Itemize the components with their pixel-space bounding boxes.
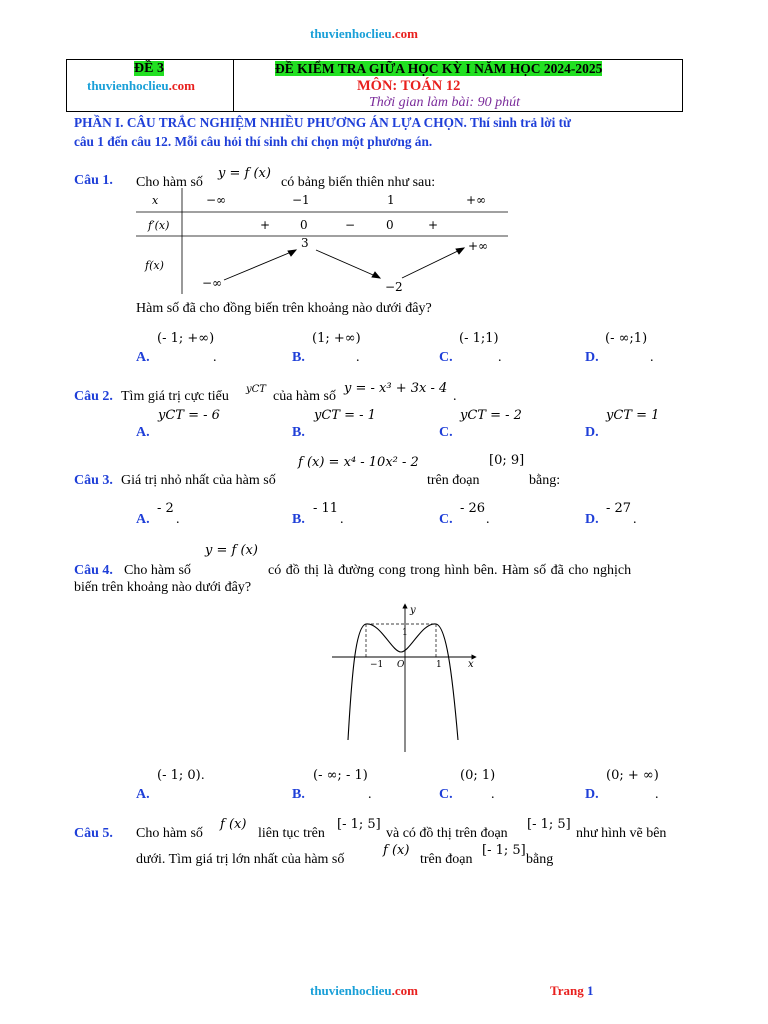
vt-f-value: 3	[301, 236, 309, 250]
q5-text-mid1: liên tục trên	[258, 826, 325, 841]
q1-option-d-end: .	[650, 350, 654, 365]
graph-origin: O	[397, 660, 405, 670]
variation-table	[136, 188, 510, 296]
q5-text-post: như hình vẽ bên	[576, 826, 667, 841]
q1-text-post: có bảng biến thiên như sau:	[281, 175, 436, 190]
q4-option-b-label: B.	[292, 787, 305, 802]
q1-option-c-value: (- 1;1)	[459, 331, 499, 346]
page-label: Trang	[550, 983, 584, 998]
footer-site-domain: .com	[391, 983, 418, 998]
q1-option-a-value: (- 1; +∞)	[157, 331, 215, 346]
q5-interval1: [- 1; 5]	[337, 817, 381, 832]
vt-fp-sign: 0	[300, 218, 308, 232]
q1-option-a-label: A.	[136, 350, 150, 365]
footer-site-name: thuvienhoclieu	[310, 983, 392, 998]
vt-x-value: +∞	[466, 193, 487, 207]
q1-question: Hàm số đã cho đồng biến trên khoảng nào dưới đây?	[136, 301, 432, 316]
q5-label: Câu 5.	[74, 826, 113, 841]
q1-label: Câu 1.	[74, 173, 113, 188]
q4-option-c-value: (0; 1)	[460, 768, 496, 783]
vt-f-label: f(x)	[145, 259, 164, 272]
vt-f-value: +∞	[468, 239, 489, 253]
site-domain: .com	[391, 26, 418, 41]
q2-option-d-value: yCT = 1	[606, 408, 660, 423]
q1-option-c-end: .	[498, 350, 502, 365]
vt-x-value: 1	[387, 193, 395, 207]
q1-text-pre: Cho hàm số	[136, 175, 203, 190]
q4-label: Câu 4.	[74, 563, 113, 578]
exam-code: ĐỀ 3	[134, 61, 164, 76]
q3-option-a-value: - 2	[157, 501, 174, 516]
q3-option-c-end: .	[486, 512, 490, 527]
vt-fp-sign: 0	[386, 218, 394, 232]
q2-option-c-label: C.	[439, 425, 453, 440]
q1-option-b-value: (1; +∞)	[312, 331, 361, 346]
graph-y-label: y	[410, 605, 416, 616]
q4-option-b-value: (- ∞; - 1)	[313, 768, 368, 783]
vt-x-value: −∞	[206, 193, 227, 207]
q3-option-a-label: A.	[136, 512, 150, 527]
exam-header-table	[66, 59, 683, 112]
graph-curve	[348, 624, 458, 740]
vt-fp-sign: +	[260, 218, 271, 232]
graph-tick-x1: 1	[436, 660, 442, 670]
q3-option-a-end: .	[176, 512, 180, 527]
q4-option-d-end: .	[655, 787, 659, 802]
q2-option-c-value: yCT = - 2	[460, 408, 522, 423]
q3-text-mid: trên đoạn	[427, 473, 480, 488]
q4-option-d-label: D.	[585, 787, 599, 802]
exam-time: Thời gian làm bài: 90 phút	[369, 95, 520, 110]
q5-line2-interval: [- 1; 5]	[482, 843, 526, 858]
q5-text-mid2: và có đồ thị trên đoạn	[386, 826, 508, 841]
q2-option-b-value: yCT = - 1	[314, 408, 376, 423]
part1-instructions: câu 1 đến câu 12. Mỗi câu hỏi thí sinh chỉ chọn một phương án.	[74, 134, 433, 149]
q2-option-d-label: D.	[585, 425, 599, 440]
q4-option-a-value: (- 1; 0)	[157, 768, 201, 783]
q1-option-b-label: B.	[292, 350, 305, 365]
graph-x-label: x	[468, 659, 474, 670]
part1-heading: PHẦN I. CÂU TRẮC NGHIỆM NHIỀU PHƯƠNG ÁN LỰA CHỌN. Thí sinh trả lời từ	[74, 115, 572, 130]
q1-option-c-label: C.	[439, 350, 453, 365]
site-name: thuvienhoclieu	[310, 26, 392, 41]
exam-subject: MÔN: TOÁN 12	[357, 78, 461, 94]
site-header	[310, 26, 418, 42]
q3-option-b-end: .	[340, 512, 344, 527]
q1-option-d-value: (- ∞;1)	[605, 331, 648, 346]
q4-text-post: có đồ thị là đường cong trong hình bên. Hàm số đã cho nghịch	[268, 563, 632, 578]
q2-ymin: yCT	[246, 384, 266, 395]
q2-label: Câu 2.	[74, 389, 113, 404]
q3-option-d-value: - 27	[606, 501, 632, 516]
vt-f-value: −2	[385, 280, 403, 294]
q5-line2-mid: trên đoạn	[420, 852, 473, 867]
q5-line2-function: f (x)	[383, 843, 410, 858]
q3-option-d-end: .	[633, 512, 637, 527]
page-num: 1	[586, 983, 594, 998]
q3-option-d-label: D.	[585, 512, 599, 527]
q1-function: y = f (x)	[218, 166, 271, 181]
q5-text-pre: Cho hàm số	[136, 826, 203, 841]
q3-option-b-label: B.	[292, 512, 305, 527]
graph-tick-m1: −1	[370, 660, 384, 670]
vt-fp-sign: +	[428, 218, 439, 232]
q2-option-a-label: A.	[136, 425, 150, 440]
q2-text-mid: của hàm số	[273, 389, 336, 404]
q4-option-c-end: .	[491, 787, 495, 802]
q4-option-c-label: C.	[439, 787, 453, 802]
q4-function-graph	[330, 600, 480, 755]
q1-option-b-end: .	[356, 350, 360, 365]
q2-end: .	[453, 389, 457, 404]
q4-option-a-label: A.	[136, 787, 150, 802]
q3-text-pre: Giá trị nhỏ nhất của hàm số	[121, 473, 276, 488]
q5-line2-post: bằng	[526, 852, 554, 867]
q5-interval2: [- 1; 5]	[527, 817, 571, 832]
vt-x-label: x	[152, 194, 159, 207]
q3-text-post: bằng:	[529, 473, 561, 488]
q2-text-pre: Tìm giá trị cực tiểu	[121, 389, 229, 404]
q3-option-b-value: - 11	[313, 501, 339, 516]
graph-tick-one: 1	[402, 628, 408, 638]
footer-site	[310, 983, 418, 999]
q4-text-line2: biến trên khoảng nào dưới đây?	[74, 580, 252, 595]
exam-code-cell	[67, 60, 234, 111]
vt-f-value: −∞	[202, 276, 223, 290]
vt-fp-label: f′(x)	[148, 219, 170, 232]
q4-option-b-end: .	[368, 787, 372, 802]
vt-fp-sign: −	[345, 218, 356, 232]
q2-function: y = - x³ + 3x - 4	[344, 381, 448, 396]
q3-function: f (x) = x⁴ - 10x² - 2	[298, 455, 419, 470]
page-number	[550, 983, 593, 999]
q1-option-a-end: .	[213, 350, 217, 365]
q5-line2-pre: dưới. Tìm giá trị lớn nhất của hàm số	[136, 852, 345, 867]
q1-option-d-label: D.	[585, 350, 599, 365]
q4-text-pre: Cho hàm số	[124, 563, 191, 578]
q3-option-c-value: - 26	[460, 501, 486, 516]
vt-x-value: −1	[292, 193, 310, 207]
q2-option-b-label: B.	[292, 425, 305, 440]
q4-option-d-value: (0; + ∞)	[606, 768, 659, 783]
exam-title: ĐỀ KIỂM TRA GIỮA HỌC KỲ I NĂM HỌC 2024-2025	[275, 61, 603, 76]
q2-option-a-value: yCT = - 6	[158, 408, 220, 423]
q3-interval: [0; 9]	[489, 453, 525, 468]
header-site-domain: .com	[168, 78, 195, 93]
q4-function: y = f (x)	[205, 543, 258, 558]
q3-label: Câu 3.	[74, 473, 113, 488]
q3-option-c-label: C.	[439, 512, 453, 527]
q5-function: f (x)	[220, 817, 247, 832]
q4-option-a-end: .	[201, 768, 205, 783]
header-site-name: thuvienhoclieu	[87, 78, 169, 93]
